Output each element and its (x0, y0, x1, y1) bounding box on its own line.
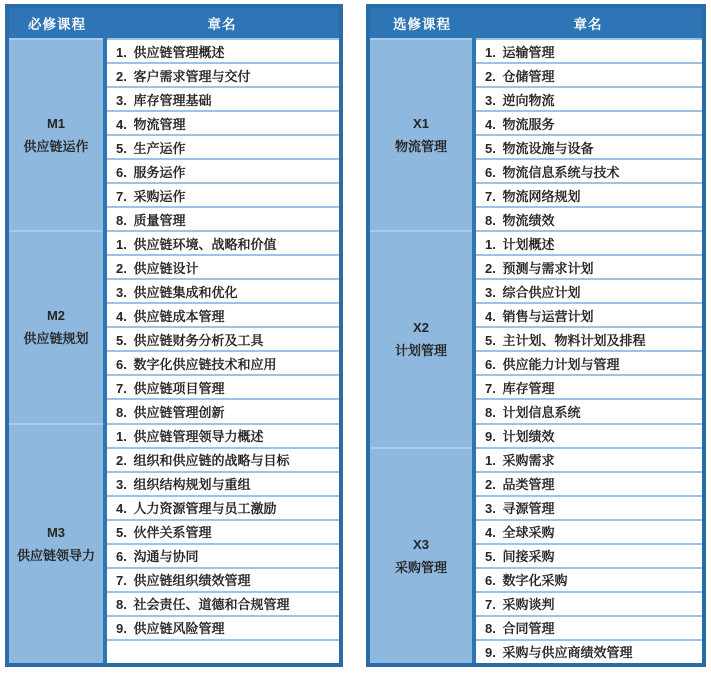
section-cell-m3 (9, 424, 105, 664)
chapter-cell: 5. 供应链财务分析及工具 (105, 327, 339, 351)
chapter-cell: 7. 供应链项目管理 (105, 375, 339, 399)
chapter-cell: 6. 数字化采购 (474, 568, 702, 592)
section-cell-x2 (370, 231, 474, 447)
section-cell-m2 (9, 231, 105, 423)
section-code: M2 (46, 308, 66, 324)
chapter-cell: 1. 供应链环境、战略和价值 (105, 231, 339, 255)
elective-course-column-header: 选修课程 (370, 8, 474, 39)
chapter-cell: 1. 计划概述 (474, 231, 702, 255)
chapter-cell (105, 640, 339, 663)
chapter-cell: 8. 计划信息系统 (474, 399, 702, 423)
chapter-cell: 7. 物流网络规划 (474, 183, 702, 207)
chapter-cell: 1. 供应链管理领导力概述 (105, 424, 339, 448)
section-code: X2 (413, 320, 429, 336)
chapter-cell: 8. 质量管理 (105, 207, 339, 231)
header-row (9, 8, 339, 39)
chapter-cell: 5. 物流设施与设备 (474, 135, 702, 159)
chapter-cell: 3. 组织结构规划与重组 (105, 472, 339, 496)
section-name: 物流管理 (394, 139, 447, 155)
chapter-cell: 2. 仓储管理 (474, 63, 702, 87)
chapter-cell: 7. 供应链组织绩效管理 (105, 568, 339, 592)
chapter-cell: 8. 社会责任、道德和合规管理 (105, 592, 339, 616)
chapter-cell: 6. 服务运作 (105, 159, 339, 183)
section-code: M1 (46, 116, 66, 132)
chapter-cell: 3. 寻源管理 (474, 496, 702, 520)
chapter-cell: 1. 供应链管理概述 (105, 39, 339, 63)
chapter-cell: 7. 库存管理 (474, 375, 702, 399)
section-code: X1 (413, 116, 429, 132)
section-cell-x1 (370, 39, 474, 231)
chapter-cell: 2. 供应链设计 (105, 255, 339, 279)
required-course-column-header: 必修课程 (9, 8, 105, 39)
chapter-cell: 7. 采购运作 (105, 183, 339, 207)
required-courses-grid (9, 8, 339, 663)
chapter-cell: 6. 供应能力计划与管理 (474, 351, 702, 375)
chapter-cell: 4. 销售与运营计划 (474, 303, 702, 327)
chapter-cell: 9. 计划绩效 (474, 424, 702, 448)
chapter-cell: 3. 库存管理基础 (105, 87, 339, 111)
elective-courses-grid (370, 8, 702, 663)
required-courses-table (5, 4, 343, 667)
table-row (370, 39, 702, 63)
chapter-column-header: 章名 (105, 8, 339, 39)
section-name: 采购管理 (394, 559, 447, 575)
table-row (370, 448, 702, 472)
elective-courses-table (366, 4, 706, 667)
section-cell-m1 (9, 39, 105, 231)
chapter-cell: 7. 采购谈判 (474, 592, 702, 616)
section-code: X3 (413, 536, 429, 552)
section-name: 供应链规划 (23, 331, 89, 347)
chapter-cell: 3. 供应链集成和优化 (105, 279, 339, 303)
chapter-cell: 2. 品类管理 (474, 472, 702, 496)
section-name: 供应链运作 (23, 139, 89, 155)
section-code: M3 (46, 524, 66, 540)
chapter-cell: 1. 运输管理 (474, 39, 702, 63)
chapter-cell: 4. 全球采购 (474, 520, 702, 544)
chapter-cell: 1. 采购需求 (474, 448, 702, 472)
header-row (370, 8, 702, 39)
chapter-cell: 9. 采购与供应商绩效管理 (474, 640, 702, 663)
chapter-cell: 4. 人力资源管理与员工激励 (105, 496, 339, 520)
table-row (9, 231, 339, 255)
chapter-cell: 3. 综合供应计划 (474, 279, 702, 303)
chapter-column-header: 章名 (474, 8, 702, 39)
table-row (370, 231, 702, 255)
chapter-cell: 6. 数字化供应链技术和应用 (105, 351, 339, 375)
chapter-cell: 4. 物流服务 (474, 111, 702, 135)
chapter-cell: 6. 物流信息系统与技术 (474, 159, 702, 183)
chapter-cell: 9. 供应链风险管理 (105, 616, 339, 640)
chapter-cell: 2. 预测与需求计划 (474, 255, 702, 279)
chapter-cell: 3. 逆向物流 (474, 87, 702, 111)
chapter-cell: 6. 沟通与协同 (105, 544, 339, 568)
chapter-cell: 2. 组织和供应链的战略与目标 (105, 448, 339, 472)
chapter-cell: 2. 客户需求管理与交付 (105, 63, 339, 87)
chapter-cell: 5. 伙伴关系管理 (105, 520, 339, 544)
chapter-cell: 8. 物流绩效 (474, 207, 702, 231)
section-name: 计划管理 (394, 343, 447, 359)
chapter-cell: 4. 供应链成本管理 (105, 303, 339, 327)
chapter-cell: 5. 主计划、物料计划及排程 (474, 327, 702, 351)
chapter-cell: 8. 合同管理 (474, 616, 702, 640)
chapter-cell: 4. 物流管理 (105, 111, 339, 135)
chapter-cell: 5. 间接采购 (474, 544, 702, 568)
table-row (9, 424, 339, 448)
chapter-cell: 8. 供应链管理创新 (105, 399, 339, 423)
section-cell-x3 (370, 448, 474, 663)
table-row (9, 39, 339, 63)
chapter-cell: 5. 生产运作 (105, 135, 339, 159)
section-name: 供应链领导力 (16, 547, 95, 563)
